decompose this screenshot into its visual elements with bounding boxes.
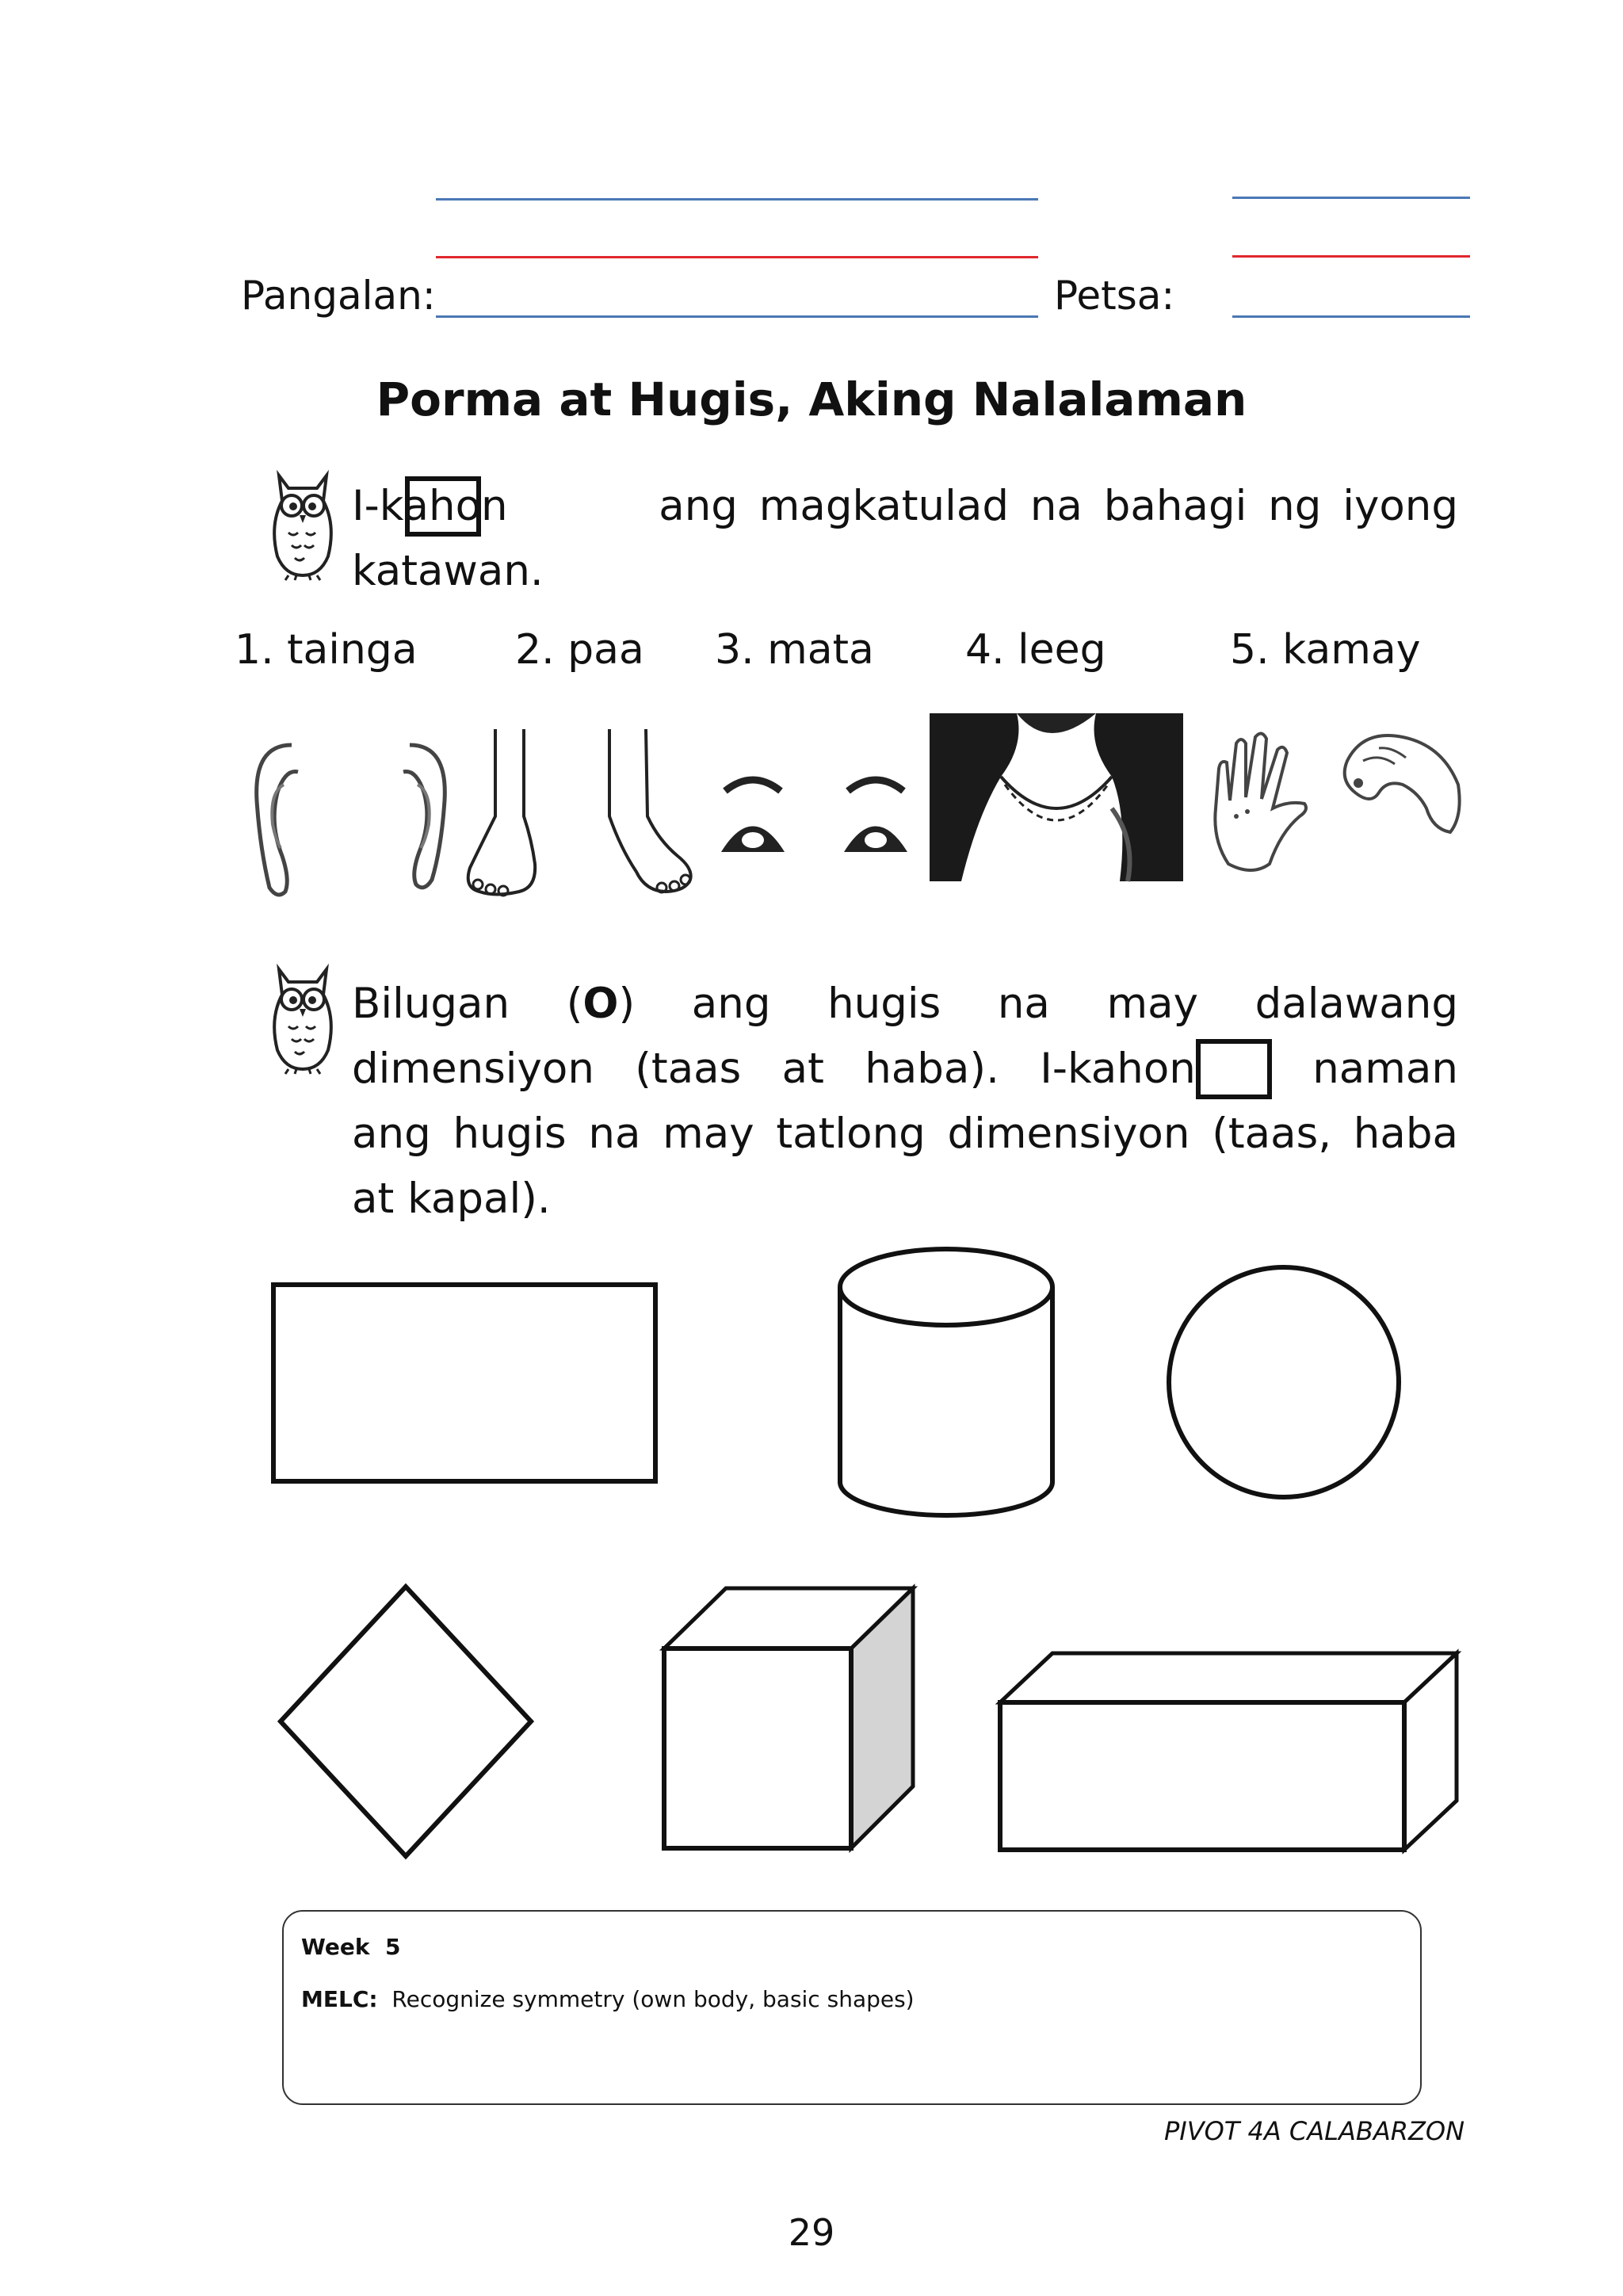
instruction-bilugan-line2: dimensiyon (taas at haba). I-kahon naman <box>352 1037 1458 1102</box>
hand-left-image <box>1205 721 1316 880</box>
label-tainga: 1. tainga <box>235 626 418 674</box>
ear-right-image <box>392 737 456 896</box>
page-title: Porma at Hugis, Aking Nalalaman <box>376 372 1247 426</box>
eye-left-image <box>717 769 789 872</box>
hand-right-image <box>1331 729 1466 864</box>
circle-symbol-group: (O) <box>566 980 636 1028</box>
melc-info-box <box>282 1910 1422 2105</box>
week-number: 5 <box>385 1934 401 1960</box>
melc-row <box>301 1986 915 2012</box>
instruction-kahon-word: I-kahon <box>352 482 508 530</box>
rectangular-prism-shape[interactable] <box>997 1650 1460 1853</box>
kahon-box-sample <box>1196 1039 1272 1099</box>
circle-symbol: O <box>582 980 619 1028</box>
melc-text: Recognize symmetry (own body, basic shapes) <box>391 1986 915 2012</box>
label-leeg: 4. leeg <box>965 626 1106 674</box>
name-line-mid <box>436 256 1038 258</box>
ear-left-image <box>246 737 309 904</box>
name-line-top <box>436 198 1038 201</box>
foot-left-image <box>464 729 559 904</box>
name-line-base[interactable] <box>436 315 1038 318</box>
date-line-mid <box>1232 255 1470 258</box>
name-label: Pangalan: <box>241 273 436 319</box>
instruction-kahon-body <box>352 474 1458 604</box>
word-bilugan: Bilugan <box>352 980 510 1028</box>
date-label: Petsa: <box>1054 273 1175 319</box>
instruction-bilugan-line1: Bilugan (O) ang hugis na may dalawang <box>352 972 1458 1037</box>
instruction-bilugan-line4: at kapal). <box>352 1175 551 1223</box>
publisher-credit: PIVOT 4A CALABARZON <box>1163 2116 1465 2146</box>
date-line-base[interactable] <box>1232 315 1470 318</box>
eye-right-image <box>840 769 911 872</box>
diamond-shape[interactable] <box>276 1584 536 1859</box>
instruction-kahon-rest: ang magkatulad na bahagi ng iyong <box>659 482 1458 530</box>
label-mata: 3. mata <box>715 626 874 674</box>
kahon-group: I-kahon <box>1040 1037 1272 1102</box>
neck-image <box>930 713 1183 881</box>
circle-shape[interactable] <box>1165 1263 1403 1501</box>
instruction-bilugan-body <box>352 972 1458 1232</box>
date-line-top <box>1232 197 1470 199</box>
melc-label: MELC: <box>301 1986 378 2012</box>
rectangle-shape[interactable] <box>271 1282 658 1484</box>
cube-shape[interactable] <box>661 1585 916 1853</box>
foot-right-image <box>598 729 701 904</box>
label-kamay: 5. kamay <box>1230 626 1421 674</box>
instruction-bilugan-line3: ang hugis na may tatlong dimensiyon (taas, haba <box>352 1110 1458 1158</box>
week-label: Week <box>301 1934 370 1960</box>
week-row <box>301 1934 400 1960</box>
cylinder-shape[interactable] <box>837 1244 1056 1519</box>
instruction-kahon-line2: katawan. <box>352 547 544 595</box>
label-paa: 2. paa <box>515 626 644 674</box>
owl-icon <box>265 469 341 580</box>
kahon-box-sample <box>405 476 481 537</box>
owl-icon <box>265 963 341 1074</box>
page-number: 29 <box>788 2211 835 2254</box>
